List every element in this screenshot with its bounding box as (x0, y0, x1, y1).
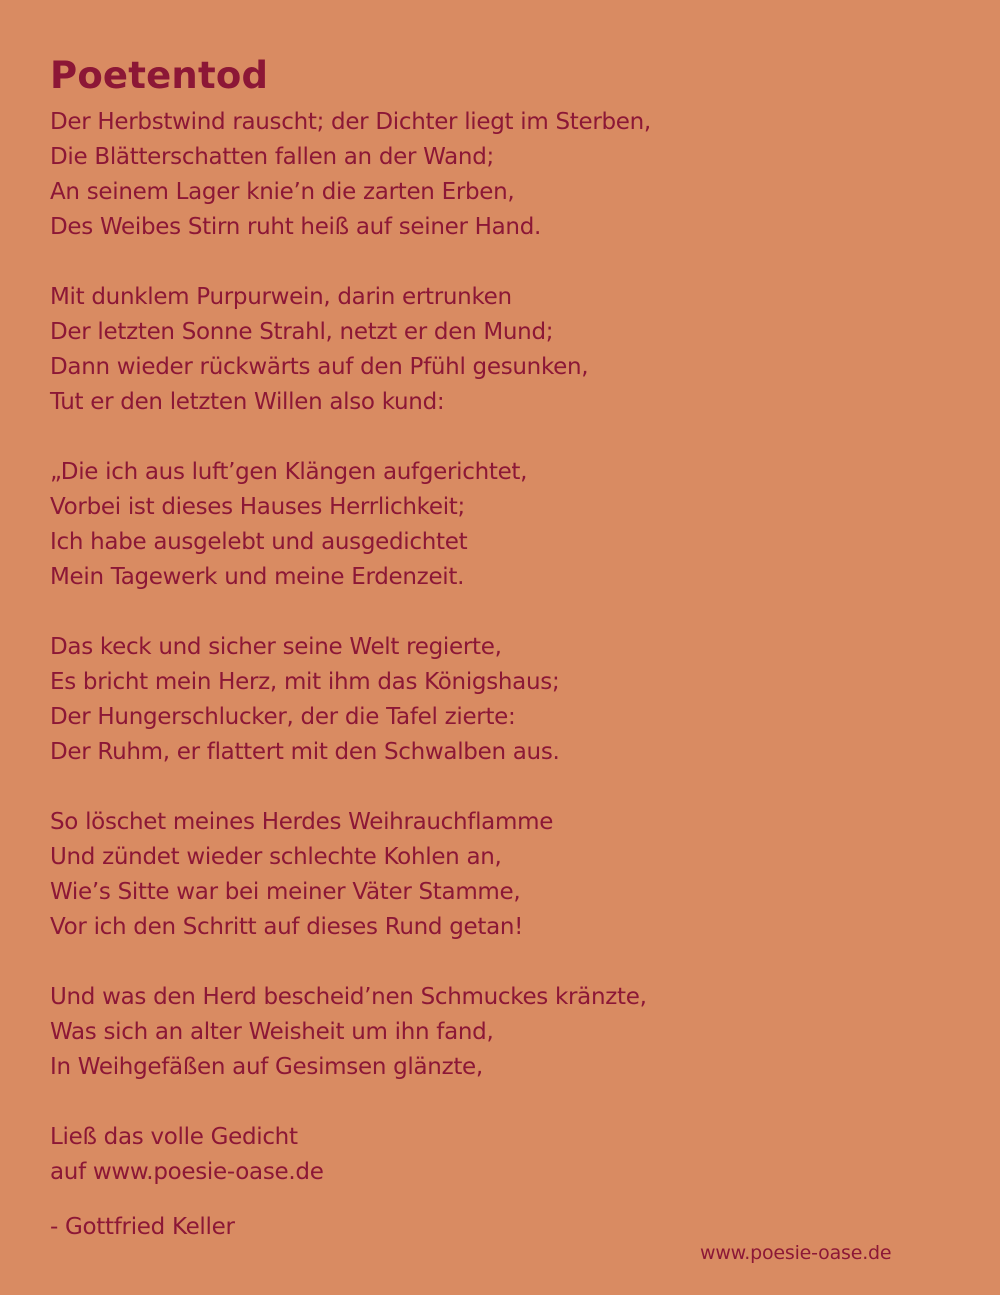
poem-line: Was sich an alter Weisheit um ihn fand, (50, 1019, 494, 1045)
footer-website-link[interactable]: www.poesie-oase.de (700, 1242, 892, 1264)
poem-line: Vorbei ist dieses Hauses Herrlichkeit; (50, 494, 465, 520)
poem-card (50, 52, 950, 1245)
poem-line: Tut er den letzten Willen also kund: (50, 389, 445, 415)
poem-line: Der Herbstwind rauscht; der Dichter liegt im Sterben, (50, 109, 651, 135)
read-more-note (50, 1120, 950, 1190)
stanza-5 (50, 805, 950, 945)
poem-line: Ich habe ausgelebt und ausgedichtet (50, 529, 468, 555)
poem-line: Und zündet wieder schlechte Kohlen an, (50, 844, 502, 870)
poem-line: Der Ruhm, er flattert mit den Schwalben aus. (50, 739, 560, 765)
poem-line: Es bricht mein Herz, mit ihm das Königshaus; (50, 669, 560, 695)
read-more-line: Ließ das volle Gedicht (50, 1124, 298, 1150)
poem-line: So löschet meines Herdes Weihrauchflamme (50, 809, 554, 835)
poem-line: Wie’s Sitte war bei meiner Väter Stamme, (50, 879, 521, 905)
poem-line: Das keck und sicher seine Welt regierte, (50, 634, 502, 660)
poem-line: Und was den Herd bescheid’nen Schmuckes kränzte, (50, 984, 647, 1010)
poem-author: - Gottfried Keller (50, 1214, 235, 1240)
poem-line: In Weihgefäßen auf Gesimsen glänzte, (50, 1054, 483, 1080)
poem-line: Die Blätterschatten fallen an der Wand; (50, 144, 494, 170)
poem-title: Poetentod (50, 54, 269, 97)
poem-line: „Die ich aus luft’gen Klängen aufgerichtet, (50, 459, 528, 485)
stanza-2 (50, 280, 950, 420)
poem-line: Des Weibes Stirn ruht heiß auf seiner Hand. (50, 214, 542, 240)
stanza-4 (50, 630, 950, 770)
poem-line: Mein Tagewerk und meine Erdenzeit. (50, 564, 465, 590)
poem-line: An seinem Lager knie’n die zarten Erben, (50, 179, 515, 205)
read-more-link[interactable]: auf www.poesie-oase.de (50, 1159, 324, 1185)
stanza-3 (50, 455, 950, 595)
poem-line: Vor ich den Schritt auf dieses Rund getan! (50, 914, 524, 940)
poem-line: Der letzten Sonne Strahl, netzt er den Mund; (50, 319, 554, 345)
poem-line: Mit dunklem Purpurwein, darin ertrunken (50, 284, 512, 310)
stanza-1 (50, 105, 950, 245)
poem-line: Der Hungerschlucker, der die Tafel zierte: (50, 704, 516, 730)
poem-line: Dann wieder rückwärts auf den Pfühl gesunken, (50, 354, 589, 380)
stanza-6 (50, 980, 950, 1085)
